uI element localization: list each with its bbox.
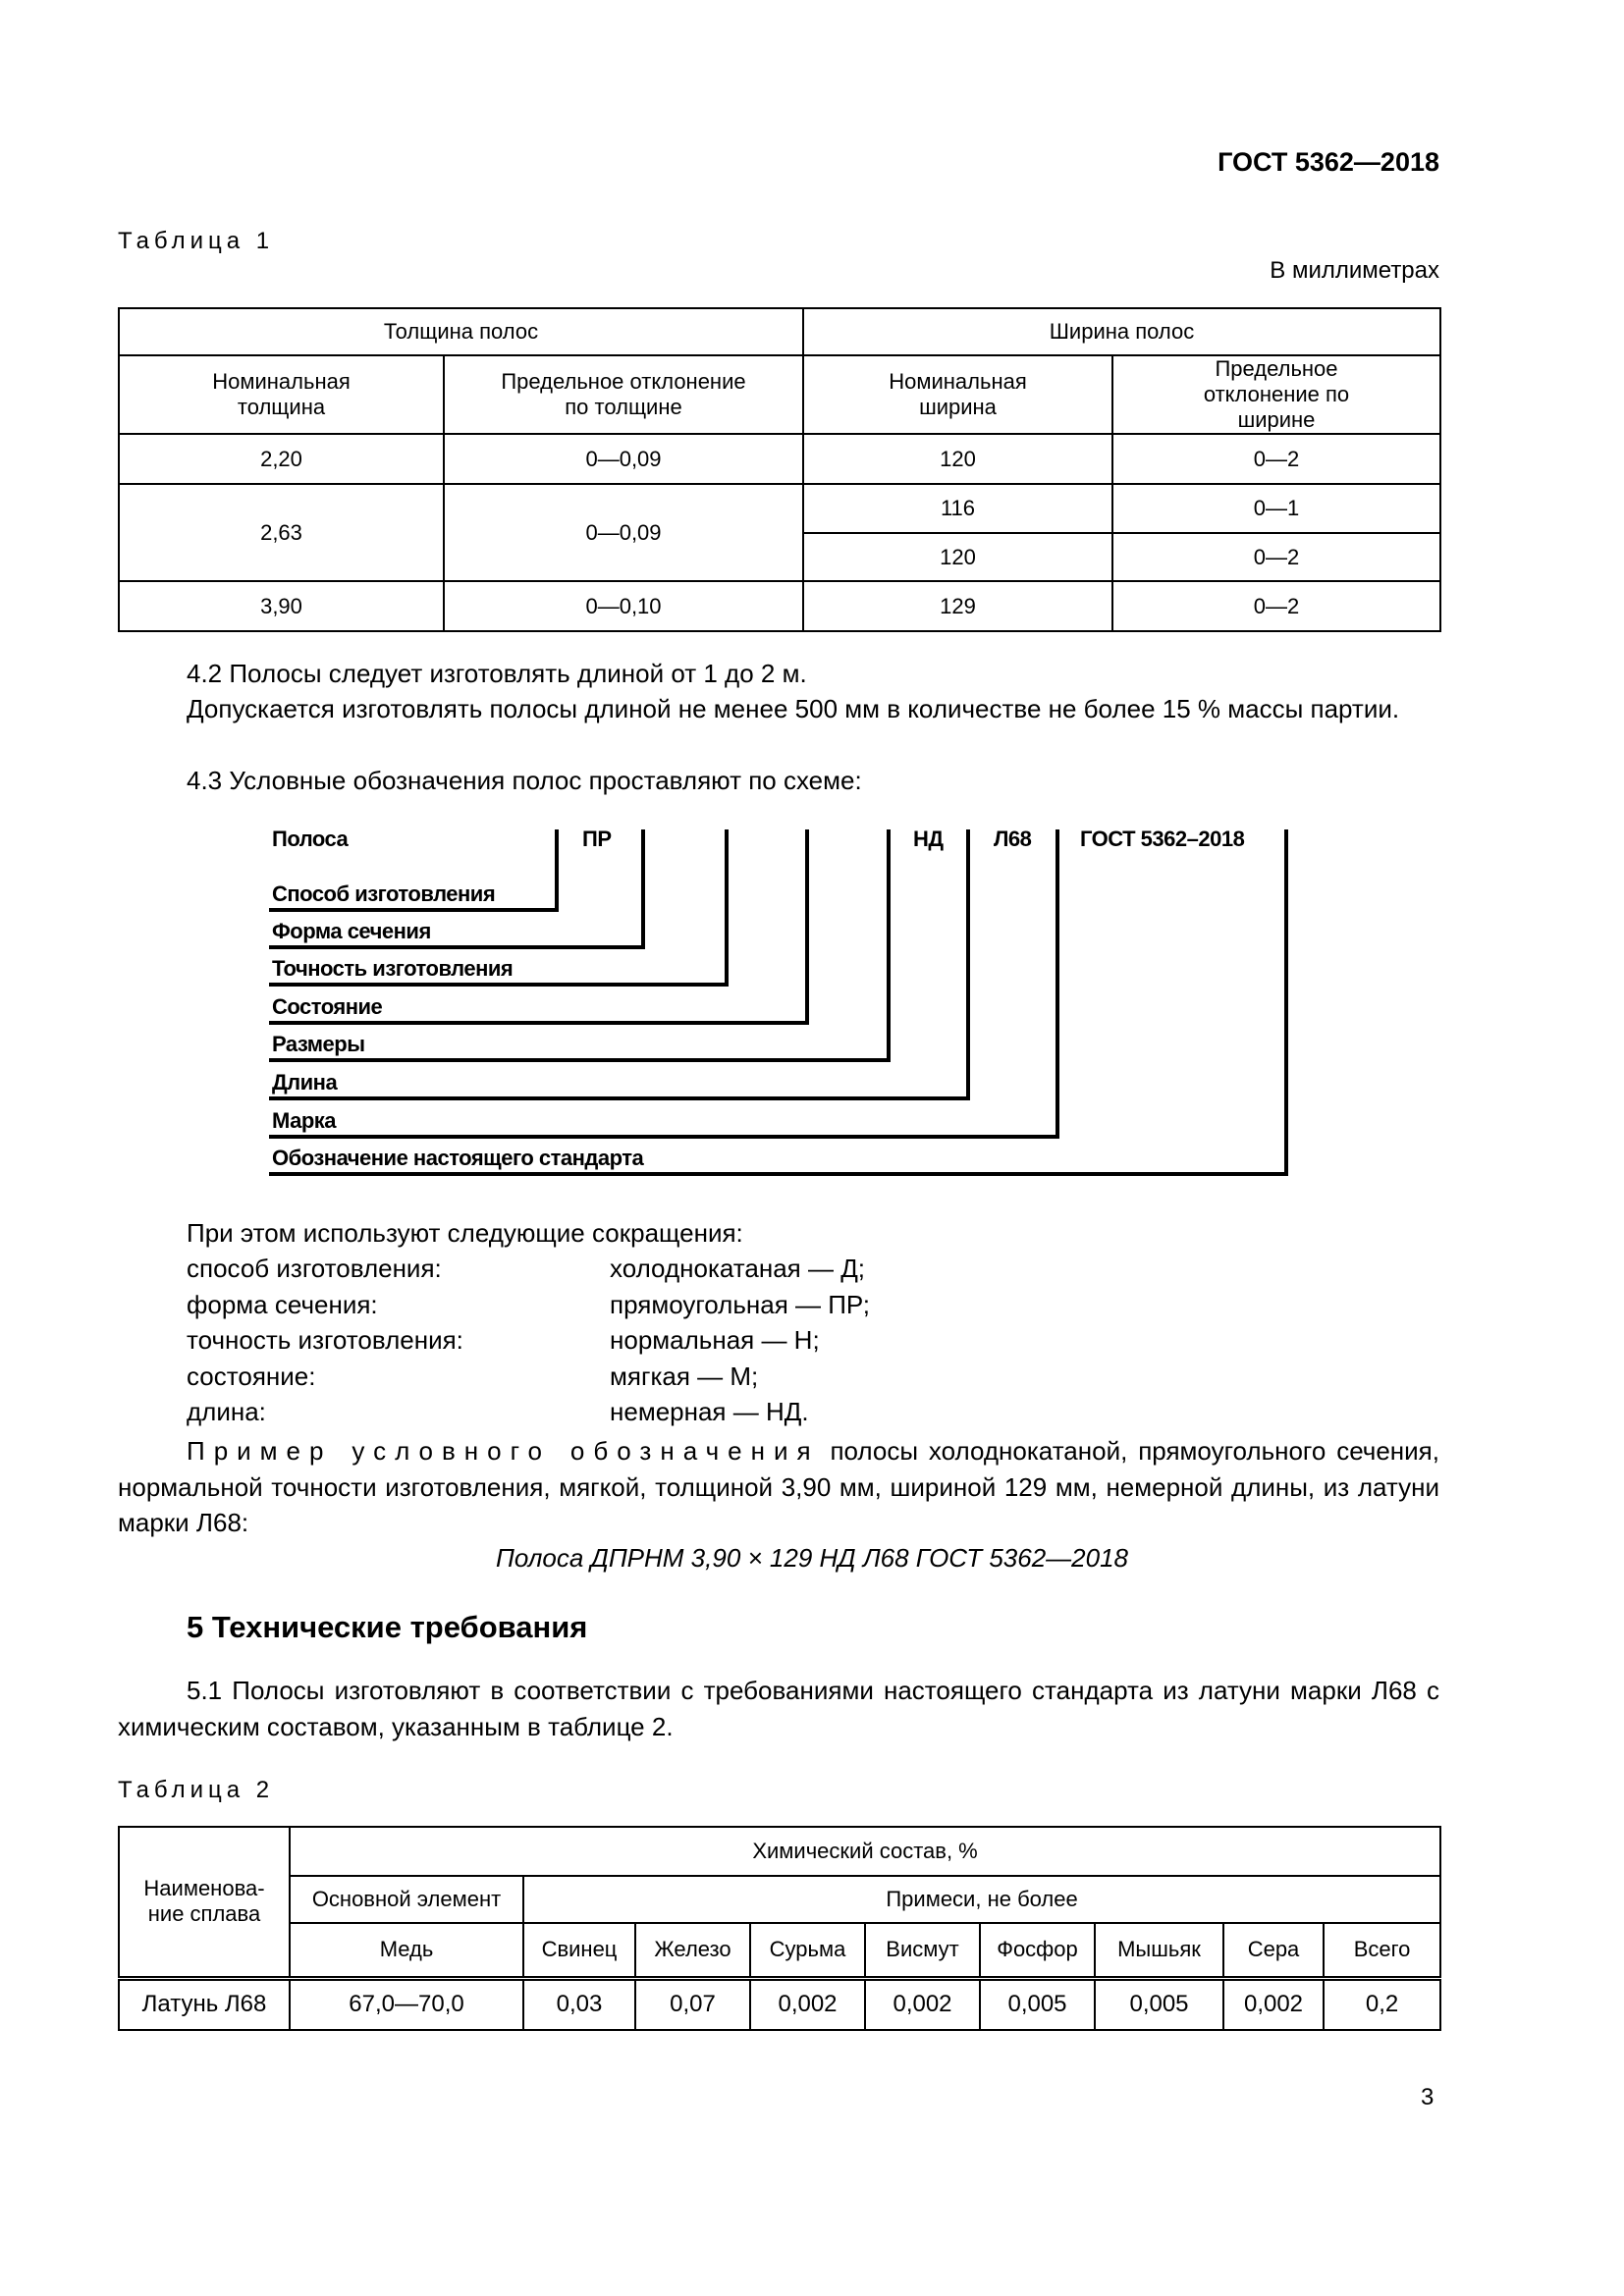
abbr-intro: При этом используют следующие сокращения: bbox=[187, 1218, 743, 1248]
scheme-label: Способ изготовления bbox=[272, 881, 496, 906]
section-heading-5: 5 Технические требования bbox=[187, 1610, 588, 1644]
th-impurities: Примеси, не более bbox=[523, 1876, 1440, 1923]
abbr-key: форма сечения: bbox=[187, 1290, 378, 1319]
abbr-key: длина: bbox=[187, 1397, 266, 1426]
cell: 0,005 bbox=[1095, 1978, 1223, 2030]
th-chemical-composition: Химический состав, % bbox=[290, 1827, 1440, 1876]
cell: 129 bbox=[803, 581, 1112, 631]
th-alloy-name: Наименова-ние сплава bbox=[119, 1827, 290, 1978]
scheme-label: Точность изготовления bbox=[272, 956, 514, 981]
th-thickness: Толщина полос bbox=[119, 308, 803, 355]
paragraph-4-2: 4.2 Полосы следует изготовлять длиной от 1 до 2 м. bbox=[187, 659, 807, 688]
cell: 0,005 bbox=[980, 1978, 1095, 2030]
th-nominal-thickness: Номинальная толщина bbox=[119, 355, 444, 434]
cell: 2,20 bbox=[119, 434, 444, 484]
cell: 0,07 bbox=[635, 1978, 750, 2030]
example-text: полосы холоднокатаной, прямоугольного сечения, нормальной точности изготовления, мягкой, толщиной 3,90 мм, шириной 129 мм, немерной длины, из латуни марки Л68: bbox=[118, 1436, 1439, 1537]
scheme-nd: НД bbox=[913, 827, 944, 851]
abbr-value: холоднокатаная — Д; bbox=[610, 1254, 866, 1283]
cell: 67,0—70,0 bbox=[290, 1978, 523, 2030]
example-paragraph bbox=[118, 1433, 1439, 1541]
document-id: ГОСТ 5362—2018 bbox=[1218, 147, 1439, 177]
th-iron: Железо bbox=[635, 1923, 750, 1978]
abbr-value: мягкая — М; bbox=[610, 1362, 759, 1391]
cell: 0,002 bbox=[865, 1978, 980, 2030]
page-number: 3 bbox=[1421, 2084, 1435, 2110]
cell: 0—0,09 bbox=[444, 484, 803, 581]
th-phosphorus: Фосфор bbox=[980, 1923, 1095, 1978]
paragraph-4-3: 4.3 Условные обозначения полос проставляют по схеме: bbox=[187, 766, 862, 795]
cell: 0—2 bbox=[1112, 434, 1440, 484]
abbr-key: состояние: bbox=[187, 1362, 316, 1391]
cell: 0—1 bbox=[1112, 484, 1440, 533]
scheme-label: Форма сечения bbox=[272, 919, 431, 943]
abbr-value: прямоугольная — ПР; bbox=[610, 1290, 870, 1319]
th-thickness-deviation: Предельное отклонение по толщине bbox=[444, 355, 803, 434]
cell: 0—0,09 bbox=[444, 434, 803, 484]
scheme-label: Размеры bbox=[272, 1032, 365, 1056]
cell: 0,002 bbox=[750, 1978, 865, 2030]
scheme-label: Обозначение настоящего стандарта bbox=[272, 1146, 644, 1170]
th-sulfur: Сера bbox=[1223, 1923, 1324, 1978]
th-total: Всего bbox=[1324, 1923, 1440, 1978]
th-nominal-width: Номинальная ширина bbox=[803, 355, 1112, 434]
paragraph-4-2-note: Допускается изготовлять полосы длиной не менее 500 мм в количестве не более 15 % массы партии. bbox=[187, 694, 1400, 723]
cell: 116 bbox=[803, 484, 1112, 533]
abbr-value: немерная — НД. bbox=[610, 1397, 809, 1426]
cell: 0,002 bbox=[1223, 1978, 1324, 2030]
scheme-label: Марка bbox=[272, 1108, 337, 1133]
abbr-key: способ изготовления: bbox=[187, 1254, 442, 1283]
example-label: Пример условного обозначения bbox=[187, 1436, 820, 1466]
table2-caption: Таблица 2 bbox=[118, 1777, 275, 1803]
scheme-gost: ГОСТ 5362–2018 bbox=[1080, 827, 1245, 851]
abbr-key: точность изготовления: bbox=[187, 1325, 463, 1355]
th-bismuth: Висмут bbox=[865, 1923, 980, 1978]
cell: 0—0,10 bbox=[444, 581, 803, 631]
th-width: Ширина полос bbox=[803, 308, 1440, 355]
cell: 0,03 bbox=[523, 1978, 635, 2030]
table1-caption: Таблица 1 bbox=[118, 228, 275, 254]
scheme-polosa: Полоса bbox=[272, 827, 349, 851]
table1-units: В миллиметрах bbox=[1270, 257, 1439, 284]
cell: Латунь Л68 bbox=[119, 1978, 290, 2030]
scheme-label: Состояние bbox=[272, 994, 383, 1019]
th-arsenic: Мышьяк bbox=[1095, 1923, 1223, 1978]
cell: 2,63 bbox=[119, 484, 444, 581]
cell: 0,2 bbox=[1324, 1978, 1440, 2030]
scheme-label: Длина bbox=[272, 1070, 338, 1095]
abbr-value: нормальная — Н; bbox=[610, 1325, 820, 1355]
cell: 3,90 bbox=[119, 581, 444, 631]
paragraph-5-1: 5.1 Полосы изготовляют в соответствии с требованиями настоящего стандарта из латуни марки Л68 с химическим составом, указанным в таблице 2. bbox=[118, 1676, 1439, 1741]
th-width-deviation: Предельное отклонение по ширине bbox=[1112, 355, 1440, 434]
cell: 0—2 bbox=[1112, 533, 1440, 581]
th-antimony: Сурьма bbox=[750, 1923, 865, 1978]
table2-chemical-composition bbox=[118, 1826, 1441, 2031]
th-main-element: Основной элемент bbox=[290, 1876, 523, 1923]
example-code: Полоса ДПРНМ 3,90 × 129 НД Л68 ГОСТ 5362—2018 bbox=[496, 1543, 1128, 1573]
cell: 0—2 bbox=[1112, 581, 1440, 631]
scheme-pr: ПР bbox=[582, 827, 612, 851]
cell: 120 bbox=[803, 434, 1112, 484]
th-copper: Медь bbox=[290, 1923, 523, 1978]
scheme-l68: Л68 bbox=[994, 827, 1032, 851]
th-lead: Свинец bbox=[523, 1923, 635, 1978]
table-row bbox=[119, 1978, 1440, 2030]
cell: 120 bbox=[803, 533, 1112, 581]
